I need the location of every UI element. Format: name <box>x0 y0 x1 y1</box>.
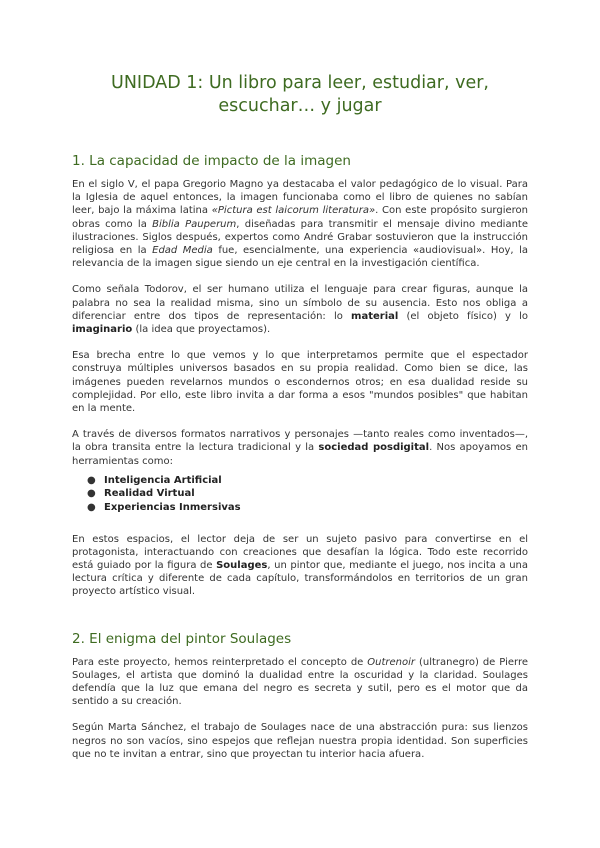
text-run: fue, esencialmente, una experiencia «audiovisual». Hoy, la relevancia de la imagen sigue siendo un eje central en la investigación científica. <box>72 245 528 270</box>
bullet-label: Inteligencia Artificial <box>104 474 222 486</box>
section-1-paragraph-1 <box>72 178 528 270</box>
biblia-pauperum-italic: Biblia Pauperum <box>152 218 237 230</box>
material-bold: material <box>351 310 399 322</box>
bullet-dot-icon: ● <box>87 502 96 514</box>
text-run: , diseñadas para transmitir el mensaje divino mediante ilustraciones. Siglos después, expertos como André Grabar sostuvieron que la instrucción religiosa en la <box>72 218 529 257</box>
section-2-heading: 2. El enigma del pintor Soulages <box>72 630 292 647</box>
bullet-dot-icon: ● <box>87 474 96 486</box>
tools-bullet-list <box>72 474 528 515</box>
text-run: En estos espacios, el lector deja de ser un sujeto pasivo para convertirse en el protagonista, interactuando con creaciones que desafían la lógica. Todo este recorrido está guiado por la figura de <box>72 533 528 572</box>
latin-quote: «Pictura est laicorum literatura» <box>211 205 376 217</box>
section-2-paragraph-2: Según Marta Sánchez, el trabajo de Soulages nace de una abstracción pura: sus lienzos negros no son vacíos, sino espejos que reflejan nuestra propia identidad. Son superficies que no te invitan a entrar, sino que proyectan tu interior hacia afuera. <box>72 722 528 760</box>
list-item <box>72 501 528 515</box>
text-run: A través de diversos formatos narrativos y personajes —tanto reales como inventados—, la obra transita entre la lectura tradicional y la <box>72 429 528 454</box>
section-1-heading: 1. La capacidad de impacto de la imagen <box>72 153 351 169</box>
text-run: En el siglo V, el papa Gregorio Magno ya destacaba el valor pedagógico de lo visual. Para la Iglesia de aquel entonces, la imagen funcionaba como el libro de quienes no sabían leer, bajo la máxima latina <box>72 179 528 217</box>
soulages-bold: Soulages <box>216 560 268 572</box>
bullet-label: Experiencias Inmersivas <box>104 502 241 514</box>
text-run: Para este proyecto, hemos reinterpretado el concepto de <box>72 656 368 668</box>
bullet-label: Realidad Virtual <box>104 488 195 500</box>
section-1-paragraph-2 <box>72 283 528 336</box>
edad-media-italic: Edad Media <box>152 245 213 257</box>
text-run: (ultranegro) de Pierre Soulages, el artista que dominó la dualidad entre la oscuridad y la claridad. Soulages defendía que la luz que emana del negro es secreta y sutil, pero es el motor que da sentido a su creación. <box>72 656 528 708</box>
list-item <box>72 474 528 488</box>
section-1-paragraph-4 <box>72 428 528 468</box>
text-run: . Con este propósito surgieron obras como la <box>72 205 528 230</box>
list-item <box>72 487 528 501</box>
text-run: (el objeto físico) y lo <box>398 310 528 322</box>
text-run: (la idea que proyectamos). <box>132 324 271 336</box>
text-run: . Nos apoyamos en herramientas como: <box>72 442 528 467</box>
bullet-dot-icon: ● <box>87 488 96 500</box>
outrenoir-italic: Outrenoir <box>367 656 416 668</box>
section-2-paragraph-1 <box>72 656 528 709</box>
section-1-paragraph-3: Esa brecha entre lo que vemos y lo que interpretamos permite que el espectador construya múltiples universos basados en su propia realidad. Como bien se dice, las imágenes pueden revelarnos mundos o escondernos otros; en esa dualidad reside su complejidad. Por ello, este libro invita a dar forma a esos "mundos posibles" que habitan en la mente. <box>72 350 528 415</box>
page-title: UNIDAD 1: Un libro para leer, estudiar, ver, escuchar… y jugar <box>111 73 489 116</box>
section-1-paragraph-5 <box>72 533 528 599</box>
sociedad-posdigital-bold: sociedad posdigital <box>318 442 430 454</box>
text-run: Como señala Todorov, el ser humano utiliza el lenguaje para crear figuras, aunque la palabra no sea la realidad misma, sino un símbolo de su ausencia. Esto nos obliga a diferenciar entre dos tipos de representación: lo <box>72 284 528 322</box>
imaginario-bold: imaginario <box>72 324 133 336</box>
text-run: , un pintor que, mediante el juego, nos incita a una lectura crítica y diferente de cada capítulo, transformándolos en territorios de un gran proyecto artístico visual. <box>72 560 529 598</box>
